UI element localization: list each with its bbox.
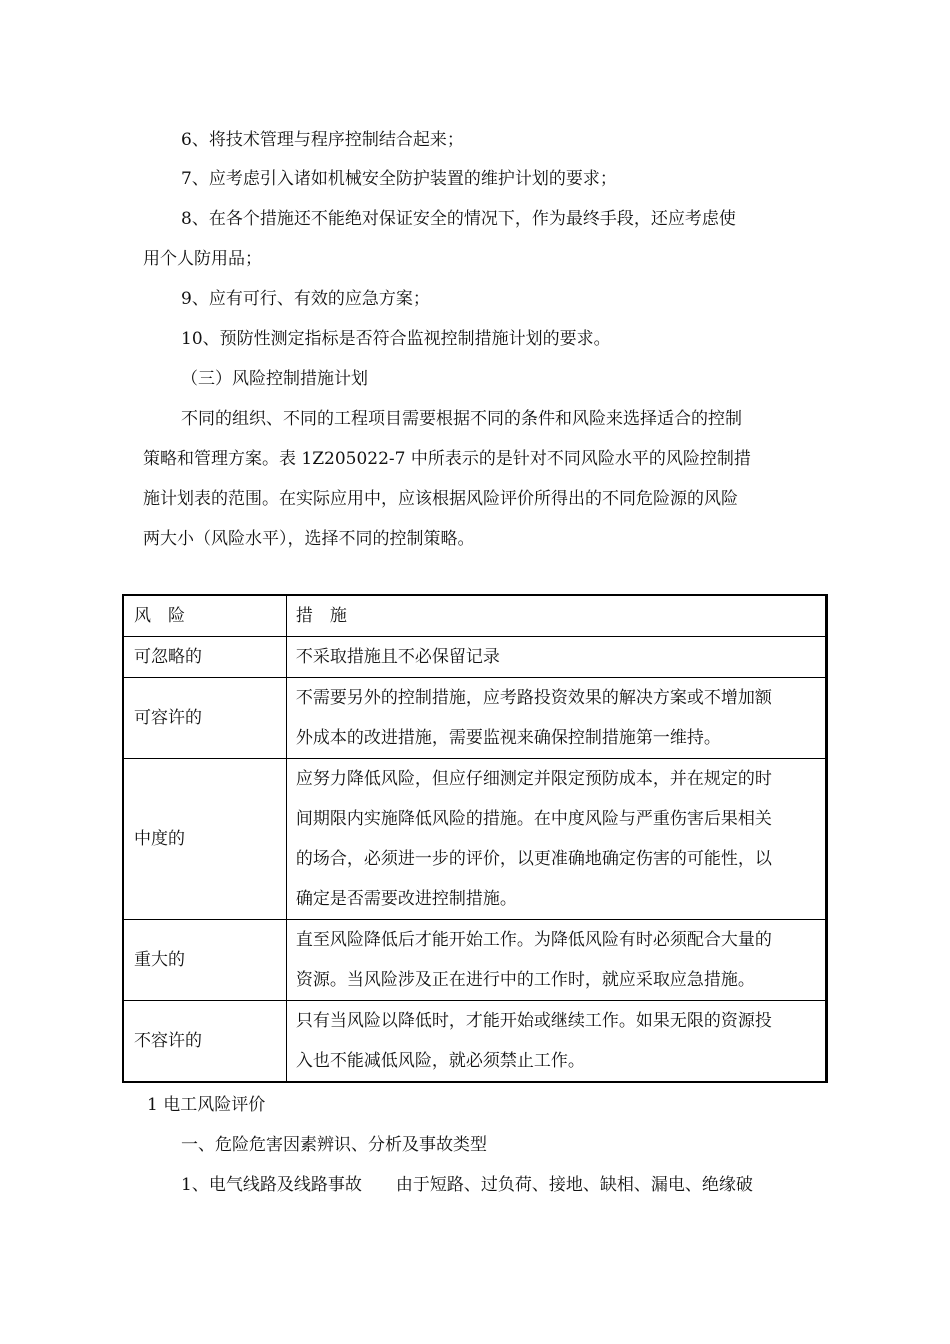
risk-level-cell: 中度的 — [123, 759, 286, 920]
section-heading: （三）风险控制措施计划 — [181, 369, 368, 389]
measure-cell — [286, 637, 826, 678]
table-row — [123, 1001, 827, 1083]
measure-line: 应努力降低风险，但应仔细测定并限定预防成本，并在规定的时 — [295, 769, 772, 789]
list-item-8-line1: 8、在各个措施还不能绝对保证安全的情况下，作为最终手段，还应考虑使 — [181, 209, 736, 229]
risk-control-table — [122, 594, 828, 1083]
body-paragraph-line1: 不同的组织、不同的工程项目需要根据不同的条件和风险来选择适合的控制 — [181, 409, 742, 429]
measure-line: 不需要另外的控制措施，应考路投资效果的解决方案或不增加额 — [295, 688, 772, 708]
body-paragraph-bottom: 1、电气线路及线路事故 由于短路、过负荷、接地、缺相、漏电、绝缘破 — [181, 1175, 753, 1195]
measure-line: 入也不能减低风险，就必须禁止工作。 — [295, 1051, 585, 1071]
measure-cell — [286, 678, 826, 759]
measure-line: 确定是否需要改进控制措施。 — [295, 889, 517, 909]
measure-line: 资源。当风险涉及正在进行中的工作时，就应采取应急措施。 — [295, 970, 755, 990]
table-header-measure: 措 施 — [286, 595, 826, 637]
measure-cell — [286, 759, 826, 920]
table-header-row — [123, 595, 827, 637]
measure-cell — [286, 920, 826, 1001]
list-item-10: 10、预防性测定指标是否符合监视控制措施计划的要求。 — [181, 329, 611, 349]
body-paragraph-line3: 施计划表的范围。在实际应用中，应该根据风险评价所得出的不同危险源的风险 — [143, 489, 738, 509]
table-row — [123, 759, 827, 920]
table-row — [123, 678, 827, 759]
table-header-risk: 风 险 — [123, 595, 286, 637]
measure-line: 不采取措施且不必保留记录 — [295, 647, 500, 667]
risk-level-cell: 可容许的 — [123, 678, 286, 759]
risk-level-cell: 不容许的 — [123, 1001, 286, 1083]
measure-cell — [286, 1001, 826, 1083]
measure-line: 的场合，必须进一步的评价，以更准确地确定伤害的可能性，以 — [295, 849, 772, 869]
risk-level-cell: 可忽略的 — [123, 637, 286, 678]
list-item-6: 6、将技术管理与程序控制结合起来； — [181, 130, 464, 150]
section-title: 1 电工风险评价 — [147, 1095, 266, 1115]
risk-level-cell: 重大的 — [123, 920, 286, 1001]
list-item-9: 9、应有可行、有效的应急方案； — [181, 289, 430, 309]
table-row — [123, 637, 827, 678]
measure-line: 外成本的改进措施，需要监视来确保控制措施第一维持。 — [295, 728, 721, 748]
table-row — [123, 920, 827, 1001]
body-paragraph-line4: 两大小（风险水平），选择不同的控制策略。 — [143, 529, 475, 549]
list-item-7: 7、应考虑引入诸如机械安全防护装置的维护计划的要求； — [181, 169, 617, 189]
measure-line: 间期限内实施降低风险的措施。在中度风险与严重伤害后果相关 — [295, 809, 772, 829]
subsection-heading: 一、危险危害因素辨识、分析及事故类型 — [181, 1135, 487, 1155]
measure-line: 只有当风险以降低时，才能开始或继续工作。如果无限的资源投 — [295, 1011, 772, 1031]
measure-line: 直至风险降低后才能开始工作。为降低风险有时必须配合大量的 — [295, 930, 772, 950]
list-item-8-line2: 用个人防用品； — [143, 249, 262, 269]
body-paragraph-line2: 策略和管理方案。表 1Z205022-7 中所表示的是针对不同风险水平的风险控制措 — [143, 449, 751, 469]
